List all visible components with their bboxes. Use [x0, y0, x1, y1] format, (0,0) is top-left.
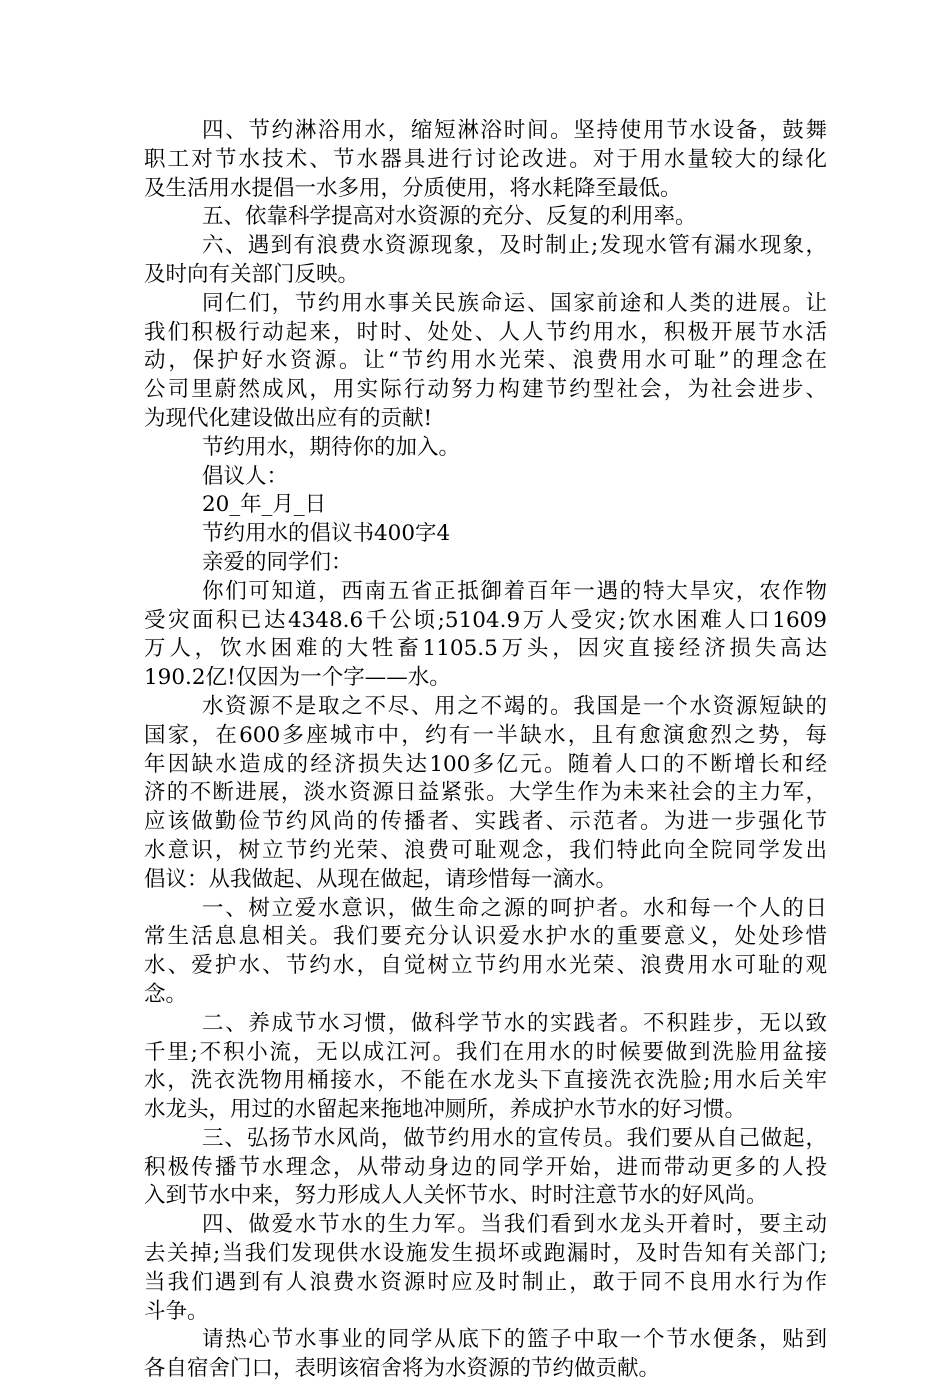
text-line: 受灾面积已达4348.6千公顷;5104.9万人受灾;饮水困难人口1609 [144, 607, 827, 633]
text-line: 念。 [144, 981, 188, 1007]
text-line: 四、节约淋浴用水，缩短淋浴时间。坚持使用节水设备，鼓舞 [202, 118, 827, 143]
text-line: 六、遇到有浪费水资源现象，及时制止;发现水管有漏水现象， [202, 233, 827, 259]
text-line: 斗争。 [144, 1298, 209, 1324]
text-line: 当我们遇到有人浪费水资源时应及时制止，敢于同不良用水行为作 [144, 1269, 827, 1295]
text-line: 倡议人： [202, 463, 289, 489]
text-line: 一、树立爱水意识，做生命之源的呵护者。水和每一个人的日 [202, 895, 827, 921]
text-line: 五、依靠科学提高对水资源的充分、反复的利用率。 [202, 204, 697, 230]
text-line: 公司里蔚然成风，用实际行动努力构建节约型社会，为社会进步、 [144, 377, 827, 403]
text-line: 水意识，树立节约光荣、浪费可耻观念，我们特此向全院同学发出 [144, 837, 827, 863]
text-line: 倡议：从我做起、从现在做起，请珍惜每一滴水。 [144, 866, 618, 892]
text-line: 千里;不积小流，无以成江河。我们在用水的时候要做到洗脸用盆接 [144, 1039, 827, 1065]
text-line: 职工对节水技术、节水器具进行讨论改进。对于用水量较大的绿化 [144, 146, 827, 172]
document-page [144, 117, 827, 1384]
text-line: 年因缺水造成的经济损失达100多亿元。随着人口的不断增长和经 [144, 751, 827, 777]
text-line: 国家，在600多座城市中，约有一半缺水，且有愈演愈烈之势，每 [144, 722, 827, 748]
text-line: 济的不断进展，淡水资源日益紧张。大学生作为未来社会的主力军， [144, 780, 827, 806]
text-line: 水、爱护水、节约水，自觉树立节约用水光荣、浪费用水可耻的观 [144, 953, 827, 979]
text-line: 积极传播节水理念，从带动身边的同学开始，进而带动更多的人投 [144, 1154, 827, 1180]
text-line: 请热心节水事业的同学从底下的篮子中取一个节水便条，贴到 [202, 1327, 827, 1353]
text-line: 万人，饮水困难的大牲畜1105.5万头，因灾直接经济损失高达 [144, 636, 827, 662]
text-line: 二、养成节水习惯，做科学节水的实践者。不积跬步，无以致 [202, 1010, 827, 1036]
text-line: 应该做勤俭节约风尚的传播者、实践者、示范者。为进一步强化节 [144, 809, 827, 835]
text-line: 亲爱的同学们： [202, 549, 353, 575]
text-line: 常生活息息相关。我们要充分认识爱水护水的重要意义，处处珍惜 [144, 924, 827, 950]
text-line: 20_年_月_日 [202, 492, 327, 518]
text-line: 及生活用水提倡一水多用，分质使用，将水耗降至最低。 [144, 175, 682, 201]
text-line: 为现代化建设做出应有的贡献! [144, 405, 433, 431]
text-line: 水龙头，用过的水留起来拖地冲厕所，养成护水节水的好习惯。 [144, 1097, 747, 1123]
text-line: 同仁们，节约用水事关民族命运、国家前途和人类的进展。让 [202, 290, 827, 316]
text-line: 节约用水的倡议书400字4 [202, 521, 451, 547]
text-line: 水资源不是取之不尽、用之不竭的。我国是一个水资源短缺的 [202, 693, 827, 719]
text-line: 动，保护好水资源。让“节约用水光荣、浪费用水可耻”的理念在 [144, 348, 827, 374]
text-line: 节约用水，期待你的加入。 [202, 434, 461, 460]
text-line: 四、做爱水节水的生力军。当我们看到水龙头开着时，要主动 [202, 1212, 827, 1238]
text-line: 入到节水中来，努力形成人人关怀节水、时时注意节水的好风尚。 [144, 1183, 768, 1209]
text-line: 三、弘扬节水风尚，做节约用水的宣传员。我们要从自己做起， [202, 1125, 827, 1151]
text-line: 水，洗衣洗物用桶接水，不能在水龙头下直接洗衣洗脸;用水后关牢 [144, 1068, 827, 1094]
text-line: 你们可知道，西南五省正抵御着百年一遇的特大旱灾，农作物 [202, 578, 827, 604]
text-line: 我们积极行动起来，时时、处处、人人节约用水，积极开展节水活 [144, 319, 827, 345]
text-line: 及时向有关部门反映。 [144, 261, 360, 287]
text-line: 190.2亿!仅因为一个字——水。 [144, 665, 451, 691]
text-line: 去关掉;当我们发现供水设施发生损坏或跑漏时，及时告知有关部门; [144, 1241, 827, 1267]
text-line: 各自宿舍门口，表明该宿舍将为水资源的节约做贡献。 [144, 1356, 661, 1382]
